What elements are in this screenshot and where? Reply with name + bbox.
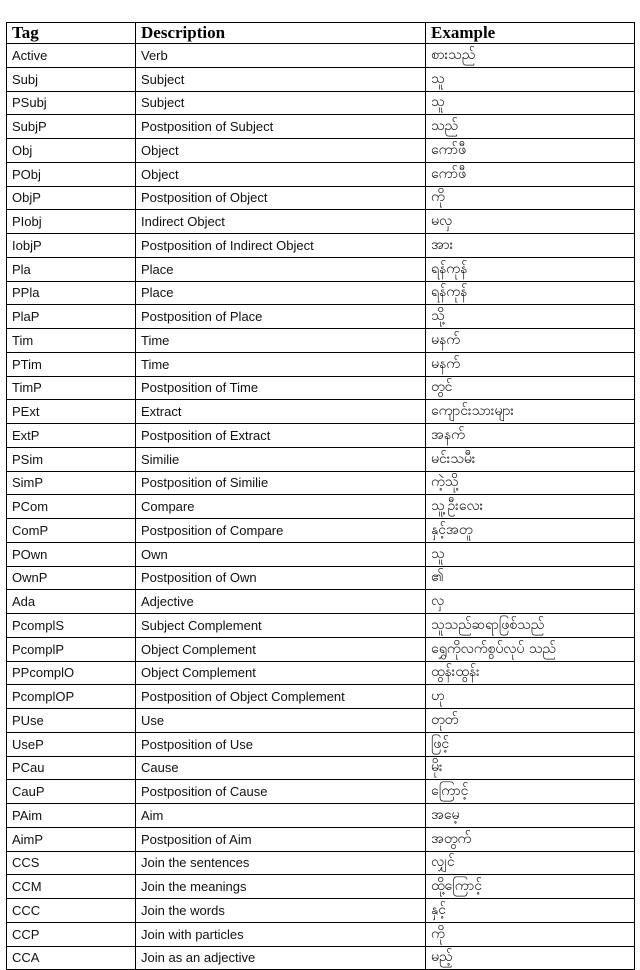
cell-tag: PcomplP (7, 637, 136, 661)
cell-description: Postposition of Object Complement (136, 685, 426, 709)
cell-description: Postposition of Subject (136, 115, 426, 139)
table-row (7, 305, 635, 329)
cell-example: ရန်ကုန် (426, 257, 635, 281)
cell-tag: PCau (7, 756, 136, 780)
cell-example: သို့ (426, 305, 635, 329)
table-row (7, 447, 635, 471)
table-row (7, 566, 635, 590)
cell-description: Postposition of Object (136, 186, 426, 210)
table-row (7, 899, 635, 923)
cell-example: သူ (426, 542, 635, 566)
cell-tag: ExtP (7, 424, 136, 448)
table-row (7, 780, 635, 804)
cell-tag: PAim (7, 804, 136, 828)
table-row (7, 946, 635, 970)
cell-example: ထို့ကြောင့် (426, 875, 635, 899)
table-row (7, 709, 635, 733)
cell-description: Postposition of Place (136, 305, 426, 329)
cell-tag: PSim (7, 447, 136, 471)
cell-tag: PObj (7, 162, 136, 186)
cell-tag: PCom (7, 495, 136, 519)
clipped-caption (0, 0, 640, 20)
cell-tag: CCM (7, 875, 136, 899)
cell-example: သည် (426, 115, 635, 139)
cell-example: ၏ (426, 566, 635, 590)
table-row (7, 471, 635, 495)
cell-example: အတွက် (426, 827, 635, 851)
cell-description: Join as an adjective (136, 946, 426, 970)
cell-description: Join the words (136, 899, 426, 923)
cell-description: Place (136, 257, 426, 281)
table-row (7, 661, 635, 685)
cell-example: ထွန်းထွန်း (426, 661, 635, 685)
header-tag: Tag (7, 23, 136, 44)
cell-tag: ComP (7, 519, 136, 543)
table-row (7, 875, 635, 899)
cell-description: Subject Complement (136, 614, 426, 638)
table-row (7, 139, 635, 163)
cell-example: မင်းသမီး (426, 447, 635, 471)
table-row (7, 67, 635, 91)
cell-example: မည့် (426, 946, 635, 970)
cell-description: Object Complement (136, 637, 426, 661)
cell-example: ကော်ဖီ (426, 162, 635, 186)
clipped-caption-text (0, 0, 640, 9)
cell-tag: TimP (7, 376, 136, 400)
cell-description: Indirect Object (136, 210, 426, 234)
cell-example: ရန်ကုန် (426, 281, 635, 305)
table-row (7, 424, 635, 448)
cell-description: Time (136, 352, 426, 376)
cell-tag: IobjP (7, 234, 136, 258)
cell-example: အမေ့ (426, 804, 635, 828)
cell-description: Postposition of Extract (136, 424, 426, 448)
table-row (7, 519, 635, 543)
cell-description: Own (136, 542, 426, 566)
cell-tag: PExt (7, 400, 136, 424)
table-row (7, 827, 635, 851)
table-row (7, 756, 635, 780)
cell-tag: CCC (7, 899, 136, 923)
cell-example: စားသည် (426, 44, 635, 68)
cell-example: အား (426, 234, 635, 258)
cell-description: Postposition of Aim (136, 827, 426, 851)
table-row (7, 804, 635, 828)
cell-description: Object (136, 162, 426, 186)
cell-tag: SubjP (7, 115, 136, 139)
table-row (7, 91, 635, 115)
cell-tag: Tim (7, 329, 136, 353)
cell-example: လျှင် (426, 851, 635, 875)
cell-example: သူ (426, 67, 635, 91)
cell-description: Subject (136, 91, 426, 115)
cell-example: ဟု (426, 685, 635, 709)
cell-example: မနက် (426, 329, 635, 353)
table-row (7, 44, 635, 68)
cell-tag: PIobj (7, 210, 136, 234)
cell-description: Similie (136, 447, 426, 471)
cell-description: Object Complement (136, 661, 426, 685)
table-row (7, 234, 635, 258)
cell-description: Postposition of Use (136, 732, 426, 756)
cell-description: Postposition of Time (136, 376, 426, 400)
cell-tag: OwnP (7, 566, 136, 590)
cell-description: Adjective (136, 590, 426, 614)
table-row (7, 542, 635, 566)
cell-example: ရွှေကိုလက်စွပ်လုပ် သည် (426, 637, 635, 661)
cell-description: Place (136, 281, 426, 305)
cell-description: Time (136, 329, 426, 353)
cell-example: ကော်ဖီ (426, 139, 635, 163)
table-row (7, 281, 635, 305)
cell-tag: PTim (7, 352, 136, 376)
cell-tag: PSubj (7, 91, 136, 115)
cell-example: တွင် (426, 376, 635, 400)
cell-description: Postposition of Compare (136, 519, 426, 543)
table-row (7, 614, 635, 638)
table-row (7, 352, 635, 376)
cell-tag: CauP (7, 780, 136, 804)
cell-description: Postposition of Cause (136, 780, 426, 804)
cell-description: Cause (136, 756, 426, 780)
cell-tag: Active (7, 44, 136, 68)
header-row (7, 23, 635, 44)
cell-example: တုတ် (426, 709, 635, 733)
cell-description: Join the meanings (136, 875, 426, 899)
cell-tag: AimP (7, 827, 136, 851)
cell-example: မနက် (426, 352, 635, 376)
cell-description: Postposition of Indirect Object (136, 234, 426, 258)
table-row (7, 922, 635, 946)
table-row (7, 257, 635, 281)
cell-tag: Ada (7, 590, 136, 614)
cell-description: Aim (136, 804, 426, 828)
cell-description: Extract (136, 400, 426, 424)
cell-tag: PcomplS (7, 614, 136, 638)
cell-tag: PPla (7, 281, 136, 305)
cell-tag: SimP (7, 471, 136, 495)
header-example: Example (426, 23, 635, 44)
cell-example: သူသည်ဆရာဖြစ်သည် (426, 614, 635, 638)
table-row (7, 400, 635, 424)
cell-description: Postposition of Own (136, 566, 426, 590)
cell-description: Verb (136, 44, 426, 68)
cell-tag: POwn (7, 542, 136, 566)
cell-tag: PlaP (7, 305, 136, 329)
cell-tag: PPcomplO (7, 661, 136, 685)
cell-example: ကျောင်းသားများ (426, 400, 635, 424)
table-row (7, 210, 635, 234)
cell-tag: CCS (7, 851, 136, 875)
table-row (7, 851, 635, 875)
table-row (7, 637, 635, 661)
cell-example: ကို (426, 922, 635, 946)
cell-description: Compare (136, 495, 426, 519)
table-row (7, 186, 635, 210)
header-description: Description (136, 23, 426, 44)
cell-example: သူ (426, 91, 635, 115)
table-row (7, 495, 635, 519)
table-row (7, 376, 635, 400)
cell-tag: CCA (7, 946, 136, 970)
cell-example: ကို (426, 186, 635, 210)
cell-tag: CCP (7, 922, 136, 946)
table-row (7, 590, 635, 614)
cell-tag: PcomplOP (7, 685, 136, 709)
cell-example: ကဲ့သို့ (426, 471, 635, 495)
table-row (7, 685, 635, 709)
cell-description: Use (136, 709, 426, 733)
table-row (7, 329, 635, 353)
tag-table (6, 22, 635, 970)
cell-example: နှင့်အတူ (426, 519, 635, 543)
cell-example: သူ့ဦးလေး (426, 495, 635, 519)
cell-description: Subject (136, 67, 426, 91)
cell-description: Join with particles (136, 922, 426, 946)
cell-tag: ObjP (7, 186, 136, 210)
cell-example: ဖြင့် (426, 732, 635, 756)
cell-tag: Pla (7, 257, 136, 281)
cell-example: လှ (426, 590, 635, 614)
cell-tag: UseP (7, 732, 136, 756)
table-row (7, 732, 635, 756)
table-row (7, 162, 635, 186)
cell-tag: Obj (7, 139, 136, 163)
cell-description: Object (136, 139, 426, 163)
cell-tag: PUse (7, 709, 136, 733)
cell-tag: Subj (7, 67, 136, 91)
cell-description: Postposition of Similie (136, 471, 426, 495)
cell-example: မိုး (426, 756, 635, 780)
cell-example: မလှ (426, 210, 635, 234)
table-row (7, 115, 635, 139)
cell-description: Join the sentences (136, 851, 426, 875)
cell-example: အနက် (426, 424, 635, 448)
cell-example: နှင့် (426, 899, 635, 923)
cell-example: ကြောင့် (426, 780, 635, 804)
